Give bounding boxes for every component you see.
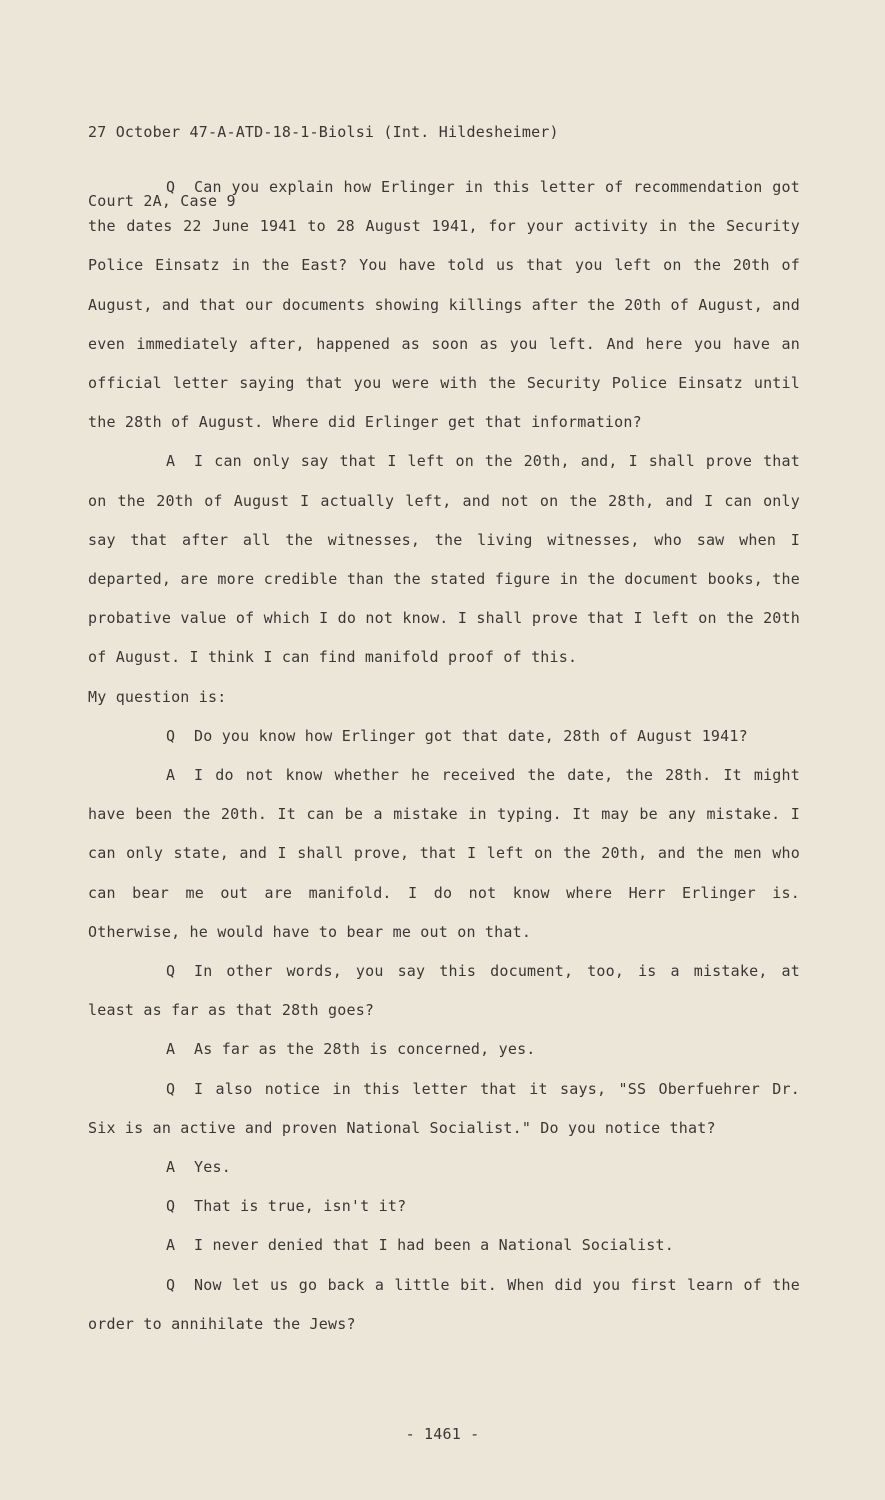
paragraph-text: Can you explain how Erlinger in this letter of recommendation got the dates 22 June 1941 to 28 August 1941, for your activity in the Security Police Einsatz in the East? You have told us that you left on the 20th of August, and that our documents showing killings after the 20th of August, and even immediately after, happened as soon as you left. And here you have an official letter saying that you were with the Security Police Einsatz until the 28th of August. Where did Erlinger get that information?	[88, 178, 800, 432]
transcript-paragraph	[88, 756, 800, 952]
transcript-paragraph	[88, 952, 800, 1030]
paragraph-text: Yes.	[194, 1158, 231, 1177]
speaker-label: Q	[166, 726, 176, 745]
paragraph-text: I never denied that I had been a National Socialist.	[194, 1236, 674, 1255]
transcript-paragraph	[88, 168, 800, 442]
paragraph-text: I can only say that I left on the 20th, and, I shall prove that on the 20th of August I actually left, and not on the 28th, and I can only say that after all the witnesses, the living witnesses, who saw when I departed, are more credible than the stated figure in the document books, the probative value of which I do not know. I shall prove that I left on the 20th of August. I think I can find manifold proof of this.	[88, 452, 800, 667]
transcript-paragraph	[88, 1148, 800, 1187]
speaker-label: A	[166, 766, 176, 785]
transcript-paragraph	[88, 1226, 800, 1265]
speaker-label: A	[166, 1040, 176, 1059]
header-transcript-line: 27 October 47-A-ATD-18-1-Biolsi (Int. Hildesheimer)	[88, 123, 559, 141]
page-number: - 1461 -	[405, 1425, 480, 1443]
transcript-paragraph	[88, 717, 800, 756]
speaker-label: Q	[166, 1079, 176, 1098]
transcript-paragraph	[88, 1266, 800, 1344]
transcript-paragraph	[88, 1187, 800, 1226]
paragraph-text: My question is:	[88, 687, 227, 706]
paragraph-text: Now let us go back a little bit. When did you first learn of the order to annihilate the Jews?	[88, 1275, 800, 1333]
transcript-paragraph	[88, 1030, 800, 1069]
header-court-line: Court 2A, Case 9	[88, 192, 236, 210]
paragraph-text: I do not know whether he received the date, the 28th. It might have been the 20th. It can be a mistake in typing. It may be any mistake. I can only state, and I shall prove, that I left on the 20th, and the men who can bear me out are manifold. I do not know where Herr Erlinger is. Otherwise, he would have to bear me out on that.	[88, 766, 800, 941]
speaker-label: Q	[166, 178, 176, 196]
paragraph-text: In other words, you say this document, too, is a mistake, at least as far as that 28th goes?	[88, 962, 800, 1020]
speaker-label: A	[166, 1236, 176, 1255]
speaker-label: Q	[166, 962, 176, 981]
paragraph-text: As far as the 28th is concerned, yes.	[194, 1040, 536, 1059]
paragraph-text: That is true, isn't it?	[194, 1197, 407, 1216]
paragraph-text: Do you know how Erlinger got that date, 28th of August 1941?	[194, 726, 748, 745]
speaker-label: Q	[166, 1275, 176, 1294]
paragraph-text: I also notice in this letter that it says, "SS Oberfuehrer Dr. Six is an active and proven National Socialist." Do you notice that?	[88, 1079, 800, 1137]
transcript-body	[88, 168, 800, 1344]
speaker-label: A	[166, 1158, 176, 1177]
transcript-paragraph	[88, 678, 800, 717]
speaker-label: A	[166, 452, 176, 471]
speaker-label: Q	[166, 1197, 176, 1216]
transcript-paragraph	[88, 1070, 800, 1148]
transcript-paragraph	[88, 442, 800, 677]
